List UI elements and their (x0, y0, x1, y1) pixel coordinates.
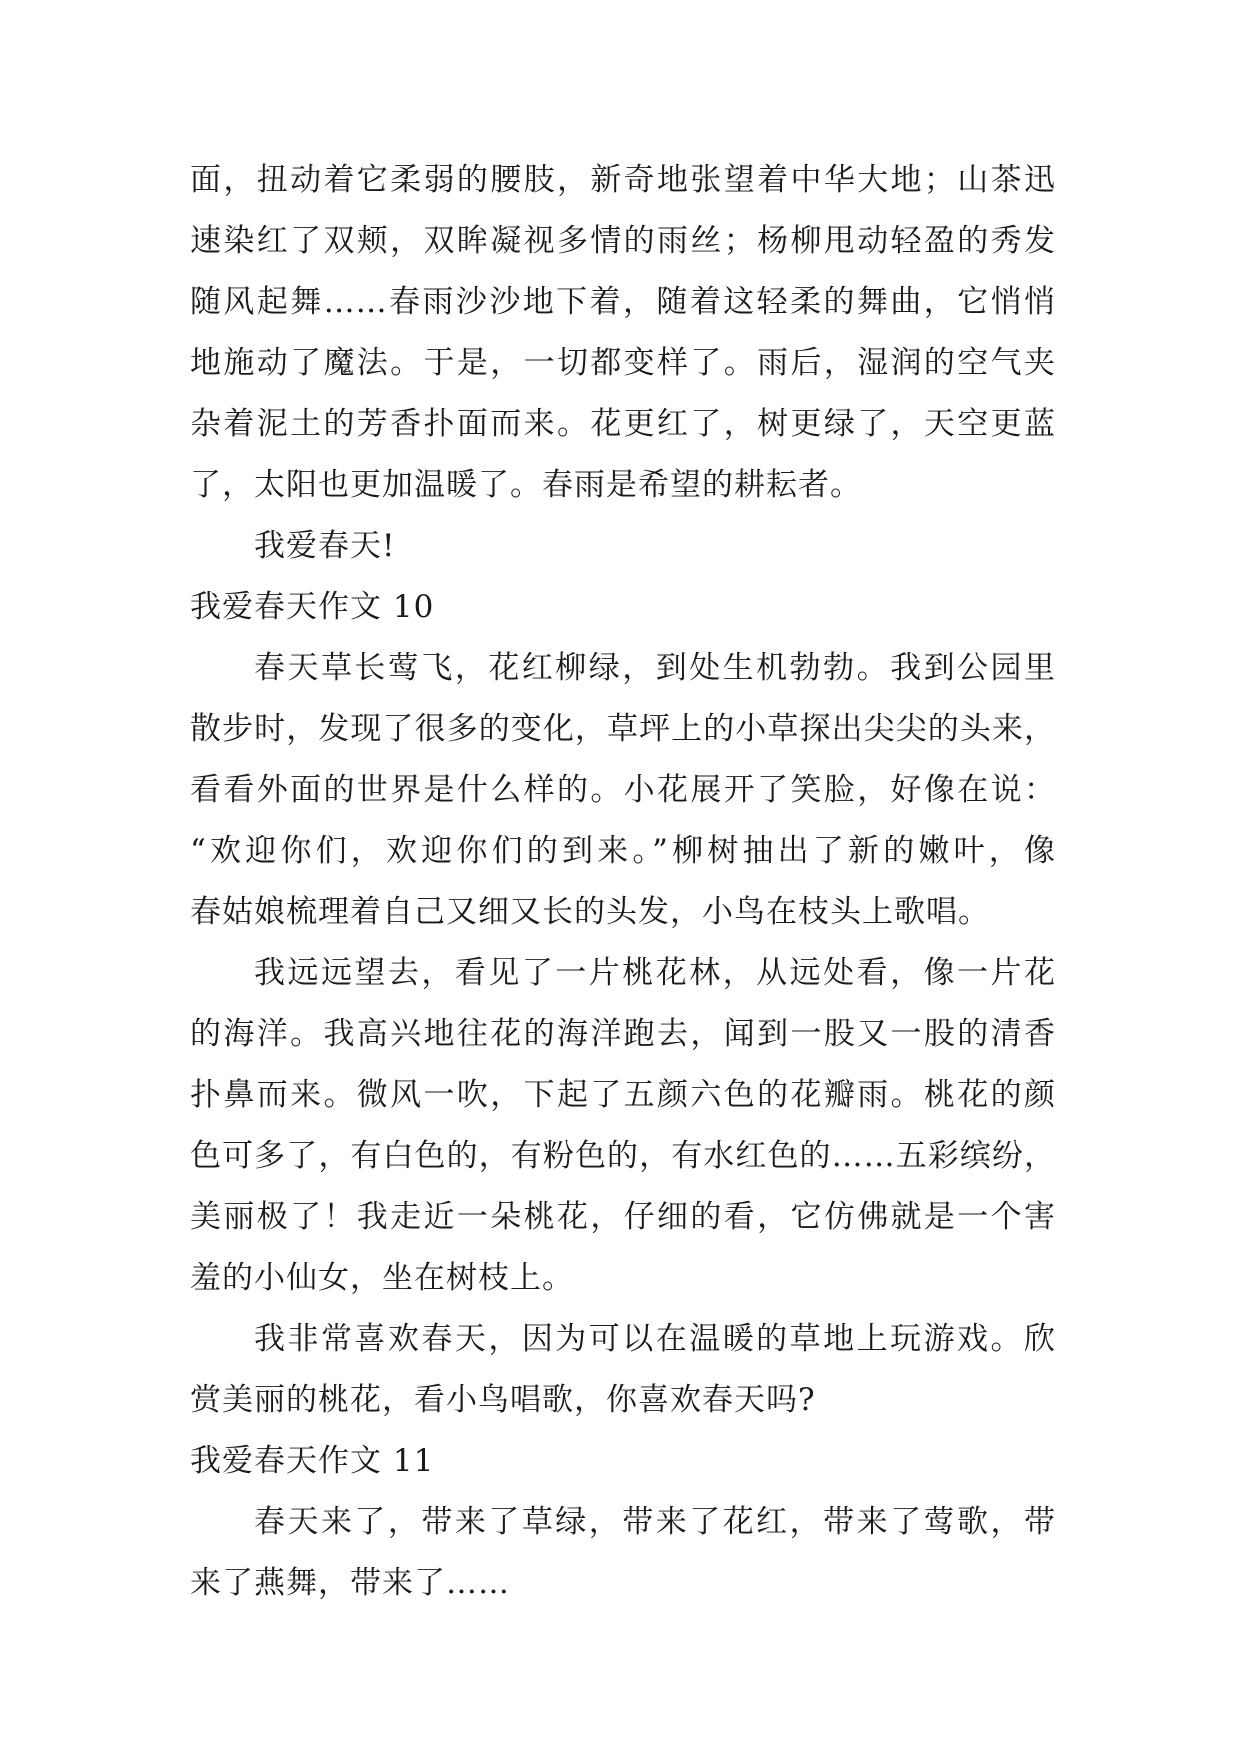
text-line: 我爱春天! (254, 528, 396, 564)
text-line: 地施动了魔法。于是，一切都变样了。雨后，湿润的空气夹 (190, 345, 1056, 381)
text-line: 赏美丽的桃花，看小鸟唱歌，你喜欢春天吗? (190, 1382, 816, 1418)
text-line: 扑鼻而来。微风一吹，下起了五颜六色的花瓣雨。桃花的颜 (190, 1077, 1056, 1113)
text-line: 春天草长莺飞，花红柳绿，到处生机勃勃。我到公园里 (254, 650, 1056, 686)
text-line: 美丽极了！我走近一朵桃花，仔细的看，它仿佛就是一个害 (190, 1199, 1056, 1235)
text-line: 速染红了双颊，双眸凝视多情的雨丝；杨柳甩动轻盈的秀发 (190, 223, 1056, 259)
text-line: 面，扭动着它柔弱的腰肢，新奇地张望着中华大地；山茶迅 (190, 162, 1056, 198)
paragraph-i-love-spring (190, 516, 1056, 577)
essay-heading-10: 我爱春天作文 10 (190, 589, 435, 625)
essay-10-paragraph-1 (190, 638, 1056, 943)
text-line: 随风起舞……春雨沙沙地下着，随着这轻柔的舞曲，它悄悄 (190, 284, 1056, 320)
document-page (190, 150, 1056, 1614)
text-line: 春姑娘梳理着自己又细又长的头发，小鸟在枝头上歌唱。 (190, 894, 990, 930)
text-line: 来了燕舞，带来了…… (190, 1565, 510, 1601)
essay-heading-11: 我爱春天作文 11 (190, 1443, 435, 1479)
text-line: 了，太阳也更加温暖了。春雨是希望的耕耘者。 (190, 467, 862, 503)
essay-10-paragraph-2 (190, 943, 1056, 1309)
text-line: 我非常喜欢春天，因为可以在温暖的草地上玩游戏。欣 (254, 1321, 1056, 1357)
text-line: 杂着泥土的芳香扑面而来。花更红了，树更绿了，天空更蓝 (190, 406, 1056, 442)
text-line: 色可多了，有白色的，有粉色的，有水红色的……五彩缤纷， (190, 1138, 1056, 1174)
text-line: 春天来了，带来了草绿，带来了花红，带来了莺歌，带 (254, 1504, 1056, 1540)
paragraph-spring-rain (190, 150, 1056, 516)
essay-10-paragraph-3 (190, 1309, 1056, 1431)
text-line: 看看外面的世界是什么样的。小花展开了笑脸，好像在说： (190, 772, 1056, 808)
essay-11-paragraph-1 (190, 1492, 1056, 1614)
text-line: 羞的小仙女，坐在树枝上。 (190, 1260, 574, 1296)
text-line: 的海洋。我高兴地往花的海洋跑去，闻到一股又一股的清香 (190, 1016, 1056, 1052)
text-line: “欢迎你们，欢迎你们的到来。”柳树抽出了新的嫩叶，像 (190, 833, 1056, 869)
text-line: 散步时，发现了很多的变化，草坪上的小草探出尖尖的头来， (190, 711, 1056, 747)
text-line: 我远远望去，看见了一片桃花林，从远处看，像一片花 (254, 955, 1056, 991)
